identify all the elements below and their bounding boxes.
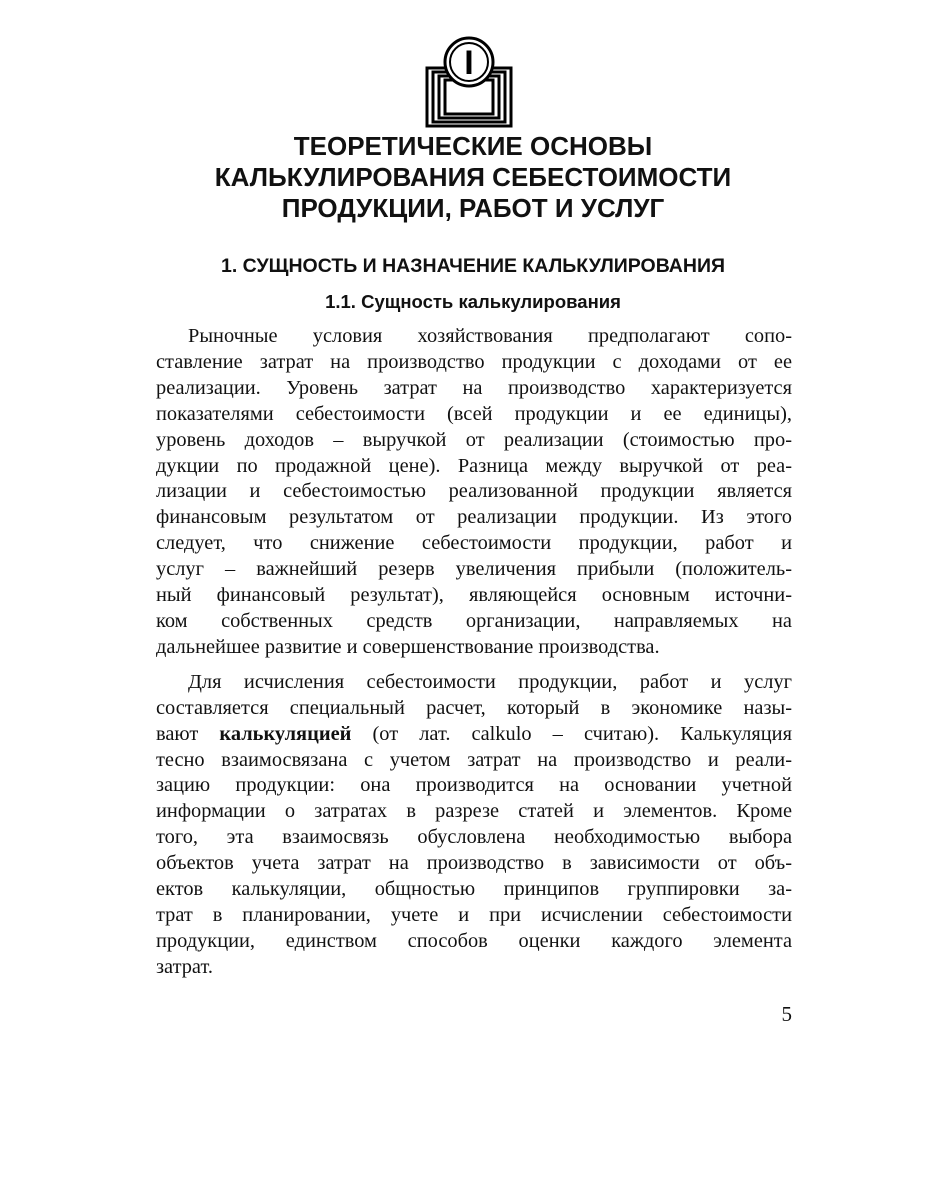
text-line: того, эта взаимосвязь обусловлена необходимостью выбора bbox=[156, 826, 792, 849]
text-line: информации о затратах в разрезе статей и элементов. Кроме bbox=[156, 800, 792, 823]
chapter-title-line: КАЛЬКУЛИРОВАНИЯ СЕБЕСТОИМОСТИ bbox=[214, 162, 732, 192]
text-fragment: вают bbox=[156, 722, 199, 745]
text-line: уровень доходов – выручкой от реализации (стоимостью про- bbox=[156, 428, 792, 451]
chapter-title-line: ПРОДУКЦИИ, РАБОТ И УСЛУГ bbox=[281, 193, 665, 223]
text-line: следует, что снижение себестоимости продукции, работ и bbox=[156, 532, 792, 555]
text-line: составляется специальный расчет, который в экономике назы- bbox=[156, 696, 792, 719]
chapter-title bbox=[120, 131, 826, 224]
text-line: продукции, единством способов оценки каждого элемента bbox=[156, 929, 792, 952]
text-line: ектов калькуляции, общностью принципов группировки за- bbox=[156, 878, 792, 901]
body-text bbox=[156, 324, 792, 981]
section-title: 1. СУЩНОСТЬ И НАЗНАЧЕНИЕ КАЛЬКУЛИРОВАНИЯ bbox=[220, 255, 726, 277]
text-line: зацию продукции: она производится на основании учетной bbox=[156, 774, 792, 797]
subsection-title: 1.1. Сущность калькулирования bbox=[325, 291, 621, 312]
text-line: дукции по продажной цене). Разница между выручкой от реа- bbox=[156, 454, 792, 477]
text-line: реализации. Уровень затрат на производство характеризуется bbox=[156, 376, 792, 399]
bold-term: калькуляцией bbox=[219, 722, 352, 745]
chapter-number: I bbox=[464, 44, 474, 82]
text-line: затрат. bbox=[156, 955, 213, 978]
text-line: объектов учета затрат на производство в зависимости от объ- bbox=[156, 852, 792, 875]
paragraph bbox=[156, 324, 792, 661]
text-fragment: (от лат. calkulo – считаю). Калькуляция bbox=[372, 722, 792, 745]
page-number: 5 bbox=[781, 1002, 792, 1026]
text-line: Для исчисления себестоимости продукции, работ и услуг bbox=[188, 670, 792, 693]
text-line: показателями себестоимости (всей продукции и ее единицы), bbox=[156, 402, 792, 425]
text-line: трат в планировании, учете и при исчислении себестоимости bbox=[156, 903, 792, 926]
text-line: ставление затрат на производство продукции с доходами от ее bbox=[156, 350, 792, 373]
text-line: дальнейшее развитие и совершенствование производства. bbox=[156, 635, 660, 658]
text-line: лизации и себестоимостью реализованной продукции является bbox=[156, 480, 792, 503]
text-line bbox=[156, 722, 792, 748]
text-line: ком собственных средств организации, направляемых на bbox=[156, 609, 792, 632]
chapter-emblem-icon bbox=[421, 34, 517, 130]
text-line: Рыночные условия хозяйствования предполагают сопо- bbox=[188, 325, 792, 347]
paragraph bbox=[156, 670, 792, 981]
chapter-title-line: ТЕОРЕТИЧЕСКИЕ ОСНОВЫ bbox=[293, 131, 653, 161]
text-line: тесно взаимосвязана с учетом затрат на производство и реали- bbox=[156, 748, 792, 771]
text-line: финансовым результатом от реализации продукции. Из этого bbox=[156, 506, 792, 529]
text-line: услуг – важнейший резерв увеличения прибыли (положитель- bbox=[156, 558, 792, 581]
text-line: ный финансовый результат), являющейся основным источни- bbox=[156, 584, 792, 607]
